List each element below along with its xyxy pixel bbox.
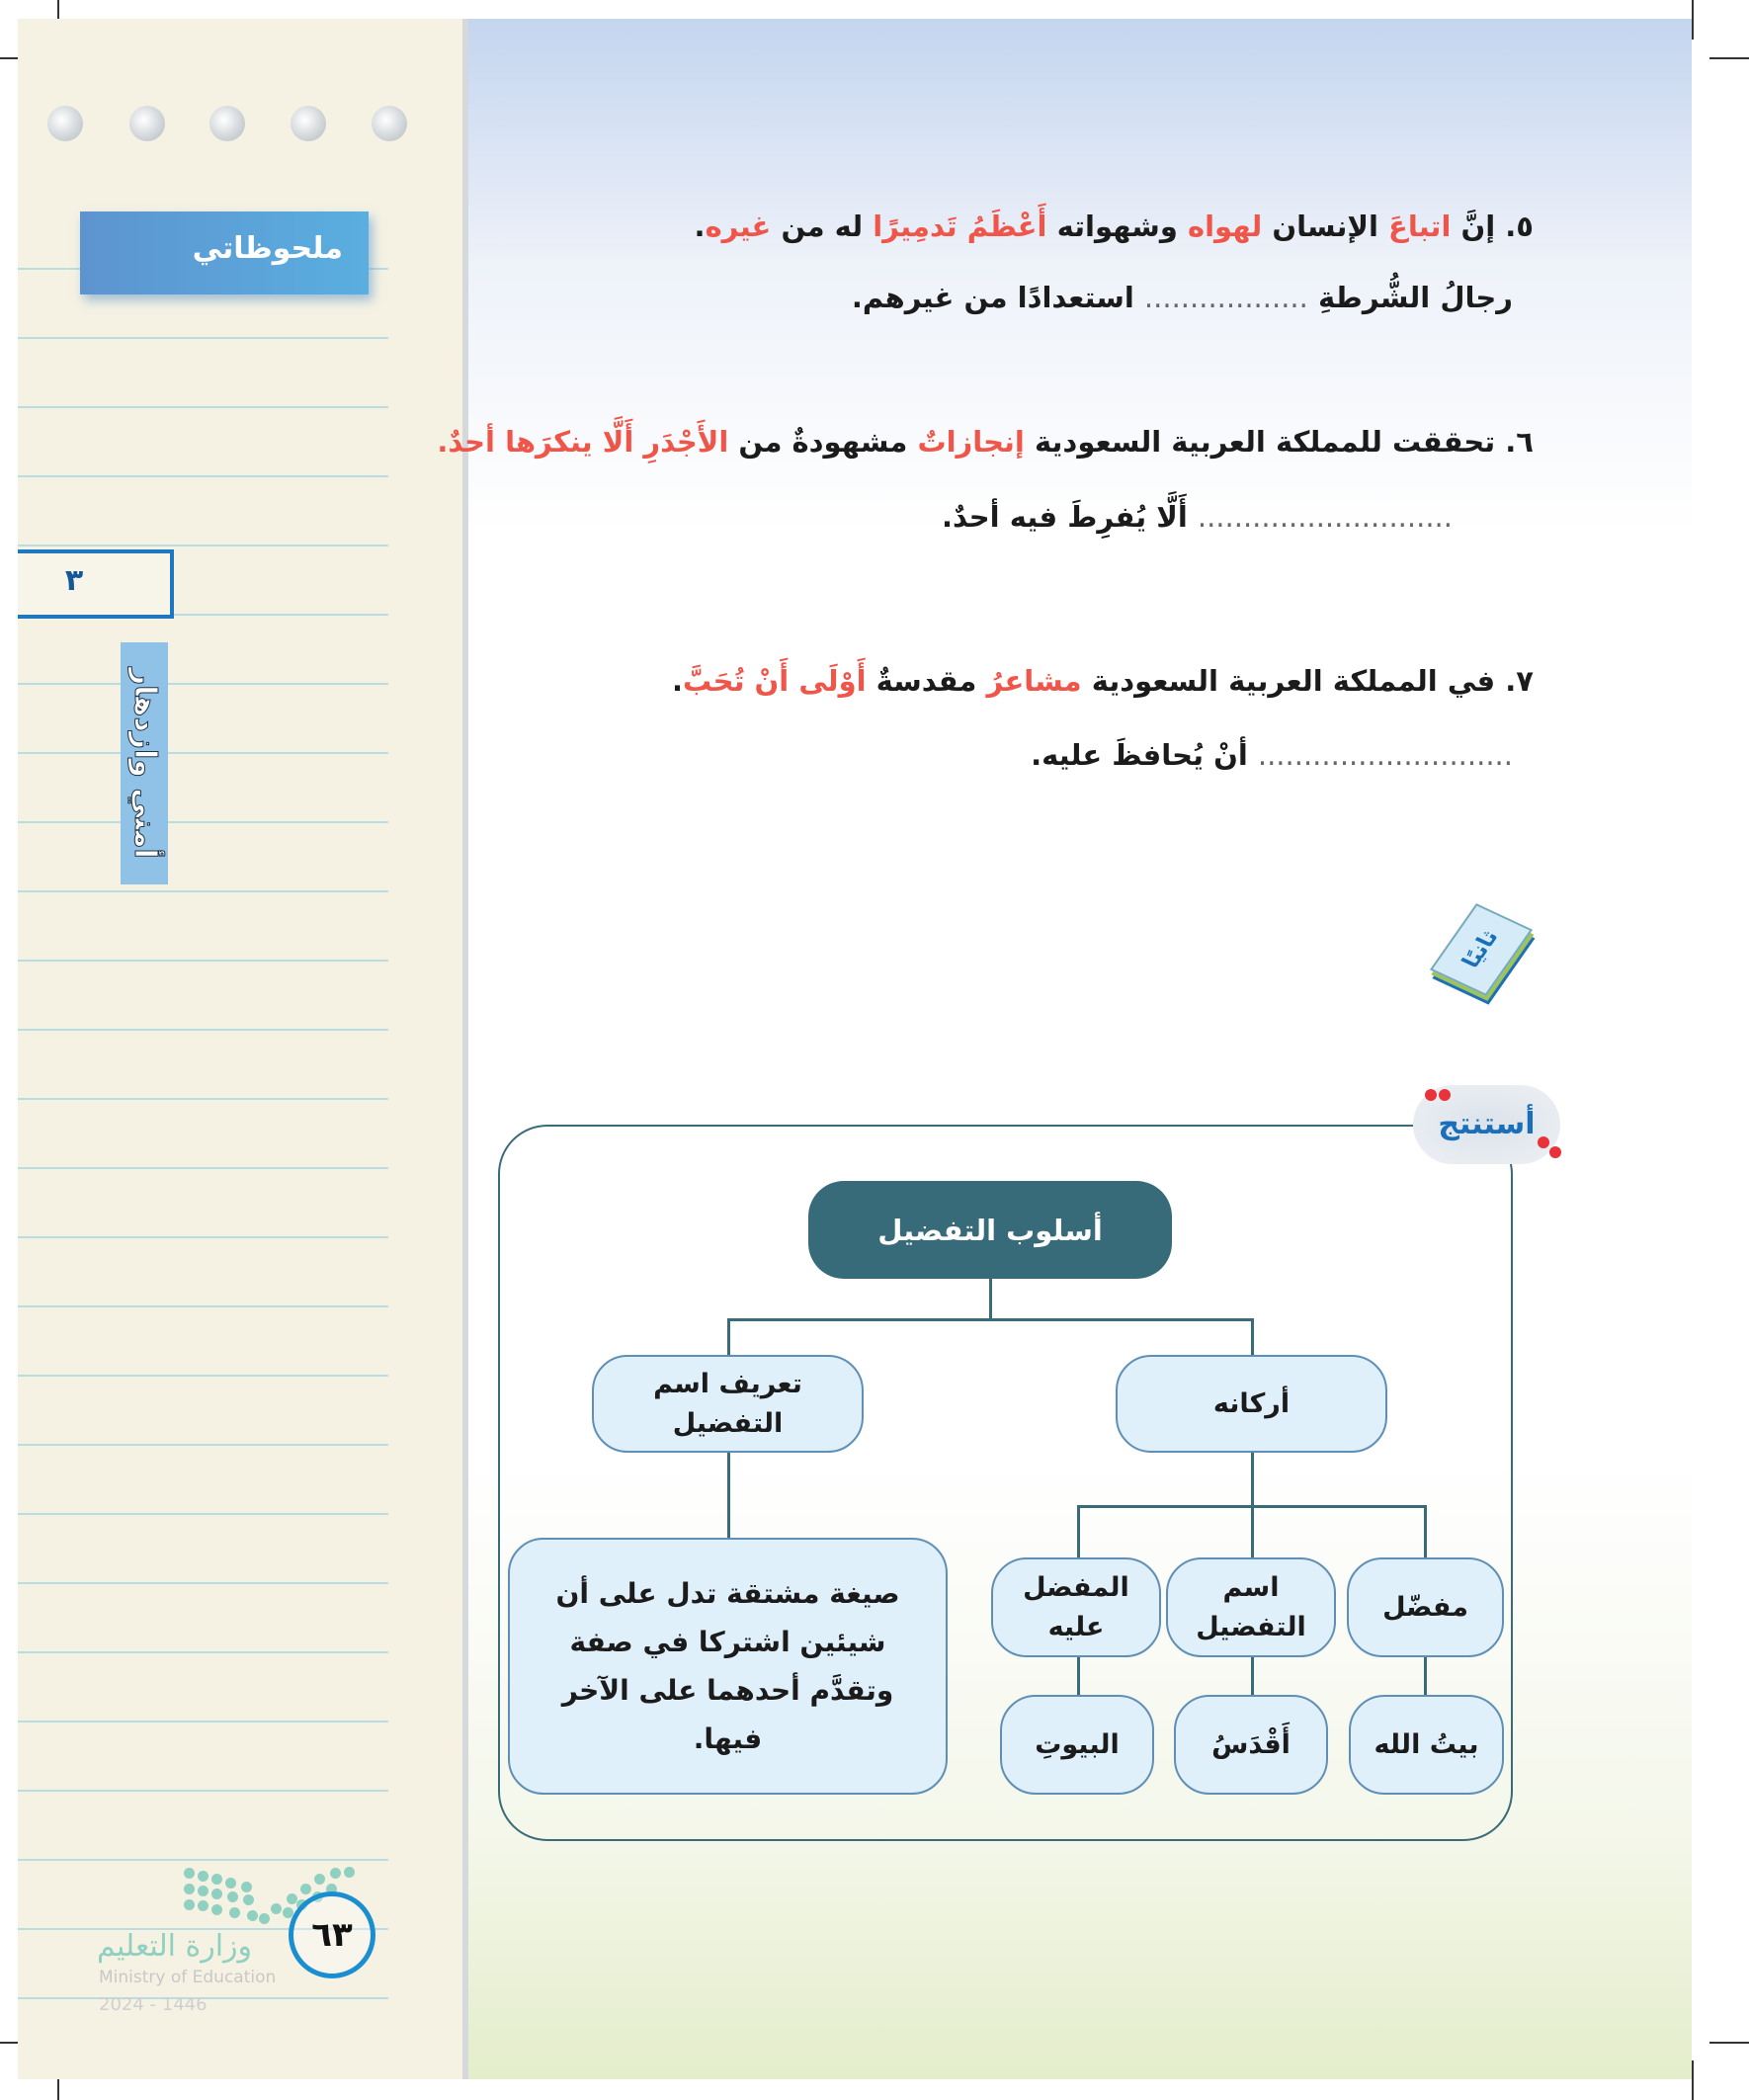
page-number: ٦٣ bbox=[289, 1891, 375, 1978]
ruled-line bbox=[18, 337, 388, 339]
connector bbox=[1251, 1453, 1254, 1507]
ruled-line bbox=[18, 1444, 388, 1446]
binder-hole bbox=[129, 106, 165, 141]
connector bbox=[1424, 1505, 1427, 1558]
item-6-sentence bbox=[437, 425, 1534, 459]
text: . bbox=[694, 210, 706, 243]
ruled-line bbox=[18, 890, 388, 892]
logo-dot bbox=[227, 1891, 238, 1902]
decor-dot bbox=[1538, 1136, 1549, 1148]
text: وشهواته bbox=[1046, 210, 1188, 243]
item-6-answer bbox=[942, 500, 1453, 534]
connector bbox=[1424, 1657, 1427, 1696]
conclude-badge: أستنتج bbox=[1413, 1085, 1560, 1164]
highlight: إنجازاتٌ bbox=[917, 425, 1025, 459]
ruled-line bbox=[18, 1721, 388, 1722]
section-second-tag: ثانيًا bbox=[1430, 903, 1533, 996]
pillar-box: مفضّل bbox=[1347, 1557, 1504, 1657]
text: استعدادًا من غيرهم. bbox=[851, 281, 1134, 314]
logo-dot bbox=[211, 1904, 222, 1915]
logo-dot bbox=[344, 1867, 355, 1878]
decor-dot bbox=[1549, 1146, 1561, 1158]
ministry-name-en: Ministry of Education bbox=[99, 1968, 277, 1987]
crop-mark bbox=[1709, 2042, 1749, 2044]
text: مشهودةٌ من bbox=[728, 425, 918, 459]
ruled-line bbox=[18, 1790, 388, 1792]
item-7-sentence bbox=[672, 664, 1534, 698]
ruled-line bbox=[18, 1098, 388, 1100]
answer-blank[interactable]: ............................ bbox=[1257, 738, 1513, 772]
logo-dot bbox=[184, 1868, 195, 1879]
example-box: بيتُ الله bbox=[1349, 1695, 1504, 1795]
edition-year: 2024 - 1446 bbox=[99, 1994, 208, 2015]
definition-text-box: صيغة مشتقة تدل على أن شيئين اشتركا في صفة وتقدَّم أحدهما على الآخر فيها. bbox=[508, 1538, 948, 1795]
text: الإنسان bbox=[1262, 210, 1389, 243]
ruled-line bbox=[18, 1859, 388, 1861]
ruled-line bbox=[18, 1236, 388, 1238]
ministry-name-ar: وزارة التعليم bbox=[97, 1929, 253, 1964]
highlight: أَوْلَى أَنْ تُحَبَّ bbox=[682, 664, 867, 698]
logo-dot bbox=[314, 1874, 325, 1885]
decor-dot bbox=[1439, 1089, 1451, 1101]
logo-dot bbox=[184, 1899, 195, 1910]
logo-dot bbox=[330, 1868, 341, 1879]
binder-hole bbox=[209, 106, 245, 141]
connector bbox=[1251, 1505, 1254, 1558]
logo-dot bbox=[198, 1871, 208, 1882]
logo-dot bbox=[198, 1900, 208, 1911]
logo-dot bbox=[247, 1910, 258, 1921]
ruled-line bbox=[18, 475, 388, 477]
item-5-answer bbox=[852, 281, 1513, 314]
text: له من bbox=[771, 210, 874, 243]
binder-hole bbox=[372, 106, 407, 141]
text: ٦. تحققت للمملكة العربية السعودية bbox=[1024, 425, 1534, 459]
text: أَلَّا يُفرِطَ فيه أحدٌ. bbox=[942, 500, 1188, 534]
logo-dot bbox=[243, 1894, 254, 1905]
item-5-sentence bbox=[695, 210, 1534, 243]
logo-dot bbox=[184, 1884, 195, 1894]
logo-dot bbox=[241, 1882, 252, 1892]
ruled-line bbox=[18, 1651, 388, 1653]
text: مقدسةٌ bbox=[866, 664, 987, 698]
logo-dot bbox=[271, 1903, 282, 1914]
connector bbox=[1251, 1318, 1254, 1356]
connector bbox=[727, 1318, 730, 1356]
highlight: الأَجْدَرِ أَلَّا ينكرَها أحدٌ. bbox=[437, 425, 729, 459]
connector bbox=[727, 1318, 1254, 1321]
text: ٧. في المملكة العربية السعودية bbox=[1081, 664, 1534, 698]
highlight: مشاعرُ bbox=[986, 664, 1082, 698]
highlight: لهواه bbox=[1187, 210, 1263, 243]
example-box: أَقْدَسُ bbox=[1174, 1695, 1328, 1795]
ruled-line bbox=[18, 960, 388, 962]
ruled-line bbox=[18, 545, 388, 546]
answer-blank[interactable]: .................. bbox=[1143, 281, 1308, 314]
decor-dot bbox=[1425, 1089, 1437, 1101]
binder-hole bbox=[291, 106, 326, 141]
logo-dot bbox=[229, 1907, 240, 1918]
ruled-line bbox=[18, 1167, 388, 1169]
text: أنْ يُحافظَ عليه. bbox=[1031, 738, 1248, 772]
binder-hole bbox=[47, 106, 83, 141]
ruled-line bbox=[18, 1029, 388, 1031]
logo-dot bbox=[300, 1884, 311, 1894]
notes-title: ملحوظاتي bbox=[80, 211, 369, 294]
ruled-line bbox=[18, 406, 388, 408]
ruled-line bbox=[18, 821, 388, 823]
crop-mark bbox=[1692, 0, 1694, 40]
ruled-line bbox=[18, 1305, 388, 1307]
ruled-line bbox=[18, 1375, 388, 1377]
logo-dot bbox=[198, 1886, 208, 1896]
diagram-root: أسلوب التفضيل bbox=[808, 1181, 1172, 1279]
example-box: البيوتِ bbox=[1000, 1695, 1154, 1795]
crop-mark bbox=[1709, 57, 1749, 59]
text: . bbox=[671, 664, 683, 698]
connector bbox=[1251, 1657, 1254, 1696]
crop-mark bbox=[1692, 2060, 1694, 2100]
text: رجالُ الشُّرطةِ bbox=[1317, 281, 1513, 314]
ruled-line bbox=[18, 1513, 388, 1515]
highlight: أَعْظَمُ تَدمِيرًا bbox=[873, 210, 1047, 243]
logo-dot bbox=[225, 1878, 236, 1889]
highlight: اتباعَ bbox=[1388, 210, 1452, 243]
unit-number-tab: ٣ bbox=[18, 549, 174, 619]
item-7-answer bbox=[1031, 738, 1513, 772]
unit-title-ribbon: أمني وازدهار bbox=[121, 642, 168, 884]
pillar-box: اسم التفضيل bbox=[1166, 1557, 1336, 1657]
highlight: غيره bbox=[705, 210, 772, 243]
logo-dot bbox=[211, 1889, 222, 1899]
logo-dot bbox=[259, 1913, 270, 1924]
ruled-line bbox=[18, 1582, 388, 1584]
connector bbox=[1077, 1505, 1080, 1558]
pillar-box: المفضل عليه bbox=[991, 1557, 1161, 1657]
logo-dot bbox=[211, 1874, 222, 1885]
answer-blank[interactable]: ............................ bbox=[1197, 500, 1453, 534]
definition-title-box: تعريف اسم التفضيل bbox=[592, 1355, 864, 1453]
notes-sidebar bbox=[18, 19, 468, 2079]
pillars-title-box: أركانه bbox=[1116, 1355, 1387, 1453]
connector bbox=[1077, 1657, 1080, 1696]
connector bbox=[727, 1453, 730, 1538]
text: ٥. إنَّ bbox=[1451, 210, 1534, 243]
connector bbox=[989, 1279, 992, 1319]
ruled-line bbox=[18, 752, 388, 754]
ruled-line bbox=[18, 683, 388, 685]
